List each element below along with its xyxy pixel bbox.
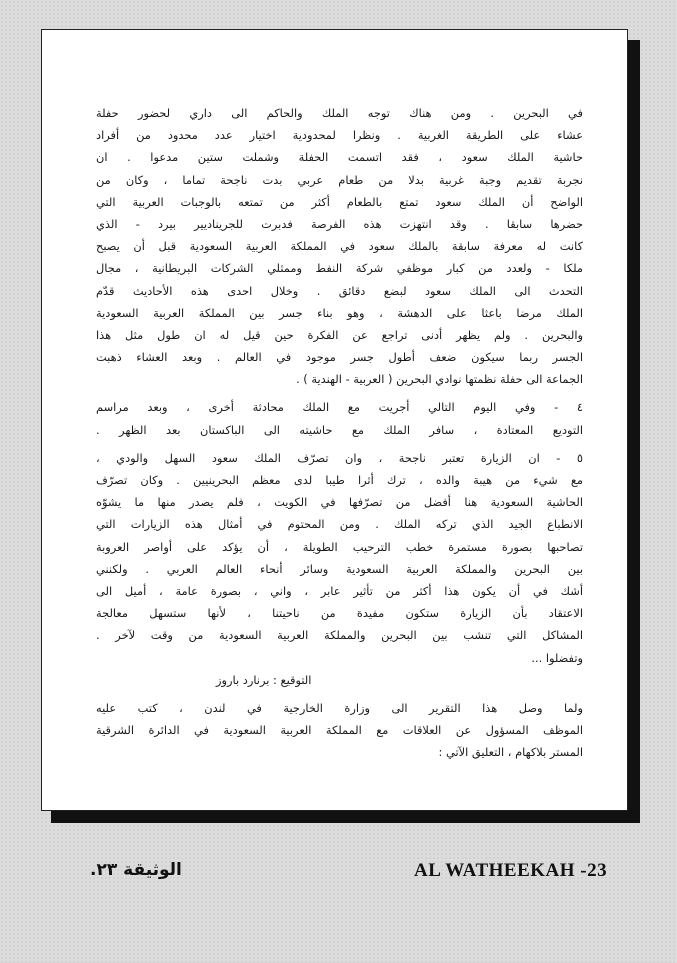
text-line: ٥ - ان الزيارة تعتبر ناجحة ، وان تصرّف الملك سعود السهل والودي ، [96,450,583,465]
text-line: مع شيء من هيبة والده ، ترك أثرا طيبا لدى معظم البحرينيين . وكان تصرّف [96,473,583,487]
text-line: ملكا - ولعدد من كبار موظفي شركة النفط وممثلي الشركات البريطانية ، مجال [96,261,583,276]
text-line: بين البحرين والمملكة العربية السعودية وسائر أنحاء العالم العربي . ولكنني [96,561,583,576]
footer-latin-title: AL WATHEEKAH -23 [414,860,608,881]
text-line: نجربة تقديم وجبة غربية بدلا من طعام عربي بدت ناجحة تماما ، وكان من [96,172,583,187]
text-line: الاعتقاد بأن الزيارة ستكون مفيدة من ناحيتنا ، لأنها ستسهل معالجة [96,606,583,621]
text-line: المستر بلاكهام ، التعليق الآتي : [438,745,583,760]
paragraph-5 [96,447,583,669]
text-line: الموظف المسؤول عن العلاقات مع المملكة العربية السعودية في الدائرة الشرقية [96,723,583,738]
text-line: الملك مرضا باعثا على الدهشة ، وهو بناء جسر بين المملكة العربية السعودية [96,305,583,320]
text-line: المشاكل التي تنشب بين البحرين والمملكة العربية السعودية من وقت لآخر . [96,628,583,643]
text-line: والبحرين . ولم يظهر أدنى تراجع عن الفكرة حين قيل له ان طول مثل هذا [96,327,583,342]
paragraph-4 [96,396,583,440]
text-line: أشك في أن يكون هذا أكثر من تأثير عابر ، واني ، بصورة عامة ، أميل الى [96,583,583,598]
document-body [96,102,583,763]
text-line: في البحرين . ومن هناك توجه الملك والحاكم الى داري لحضور حفلة [96,106,583,120]
text-line: الانطباع الجيد الذي تركه الملك . ومن المحتوم في أمثال هذه الزيارات التي [96,517,583,532]
document-page [41,29,628,811]
text-line: ولما وصل هذا التقرير الى وزارة الخارجية في لندن ، كتب عليه [96,700,583,715]
text-line: الحاشية السعودية هنا أفضل من تصرّفها في الكويت ، فلم يصدر منها ما يشوّه [96,495,583,510]
text-line: التوديع المعتادة ، سافر الملك مع حاشيته الى الباكستان بعد الظهر . [96,422,583,437]
text-line: عشاء على الطريقة الغربية . ونظرا لمحدودية اختيار عدد محدود من أفراد [96,128,583,143]
text-line: تصاحبها بصورة مستمرة خطب الترحيب الطويلة ، أن يؤكد على أواصر العروبة [96,539,583,554]
text-line: وتفضلوا ... [531,650,583,665]
text-line: التحدث الى الملك سعود لبضع دقائق . وخلال احدى هذه الأحاديث قدّم [96,283,583,298]
text-line: حاشية الملك سعود ، فقد اتسمت الحفلة وشملت ستين مدعوا . ان [96,150,583,165]
text-line: ٤ - وفي اليوم التالي أجريت مع الملك محادثة أخرى ، وبعد مراسم [96,400,583,415]
paragraph-1 [96,102,583,390]
paragraph-closing [96,697,583,764]
text-line: الجسر ربما سيكون ضعف أطول جسر موجود في العالم . وبعد العشاء ذهبت [96,350,583,365]
text-line: الجماعة الى حفلة نظمتها نوادي البحرين ( العربية - الهندية ) . [296,372,583,387]
text-line: حضرها سابقا . وقد انتهزت هذه الفرصة فدبرت للجريناديير بيرد - الذي [96,216,583,231]
text-line: الواضح أن الملك سعود تمتع بالطعام أكثر من تمتعه بالوجبات العربية التي [96,194,583,209]
footer-arabic-title: الوثيقة ٢٣. [90,860,182,880]
text-line: كانت له معرفة سابقة بالملك سعود في المملكة العربية السعودية قبل أن يصبح [96,239,583,254]
signature-line: التوقيع : برنارد باروز [216,672,312,687]
